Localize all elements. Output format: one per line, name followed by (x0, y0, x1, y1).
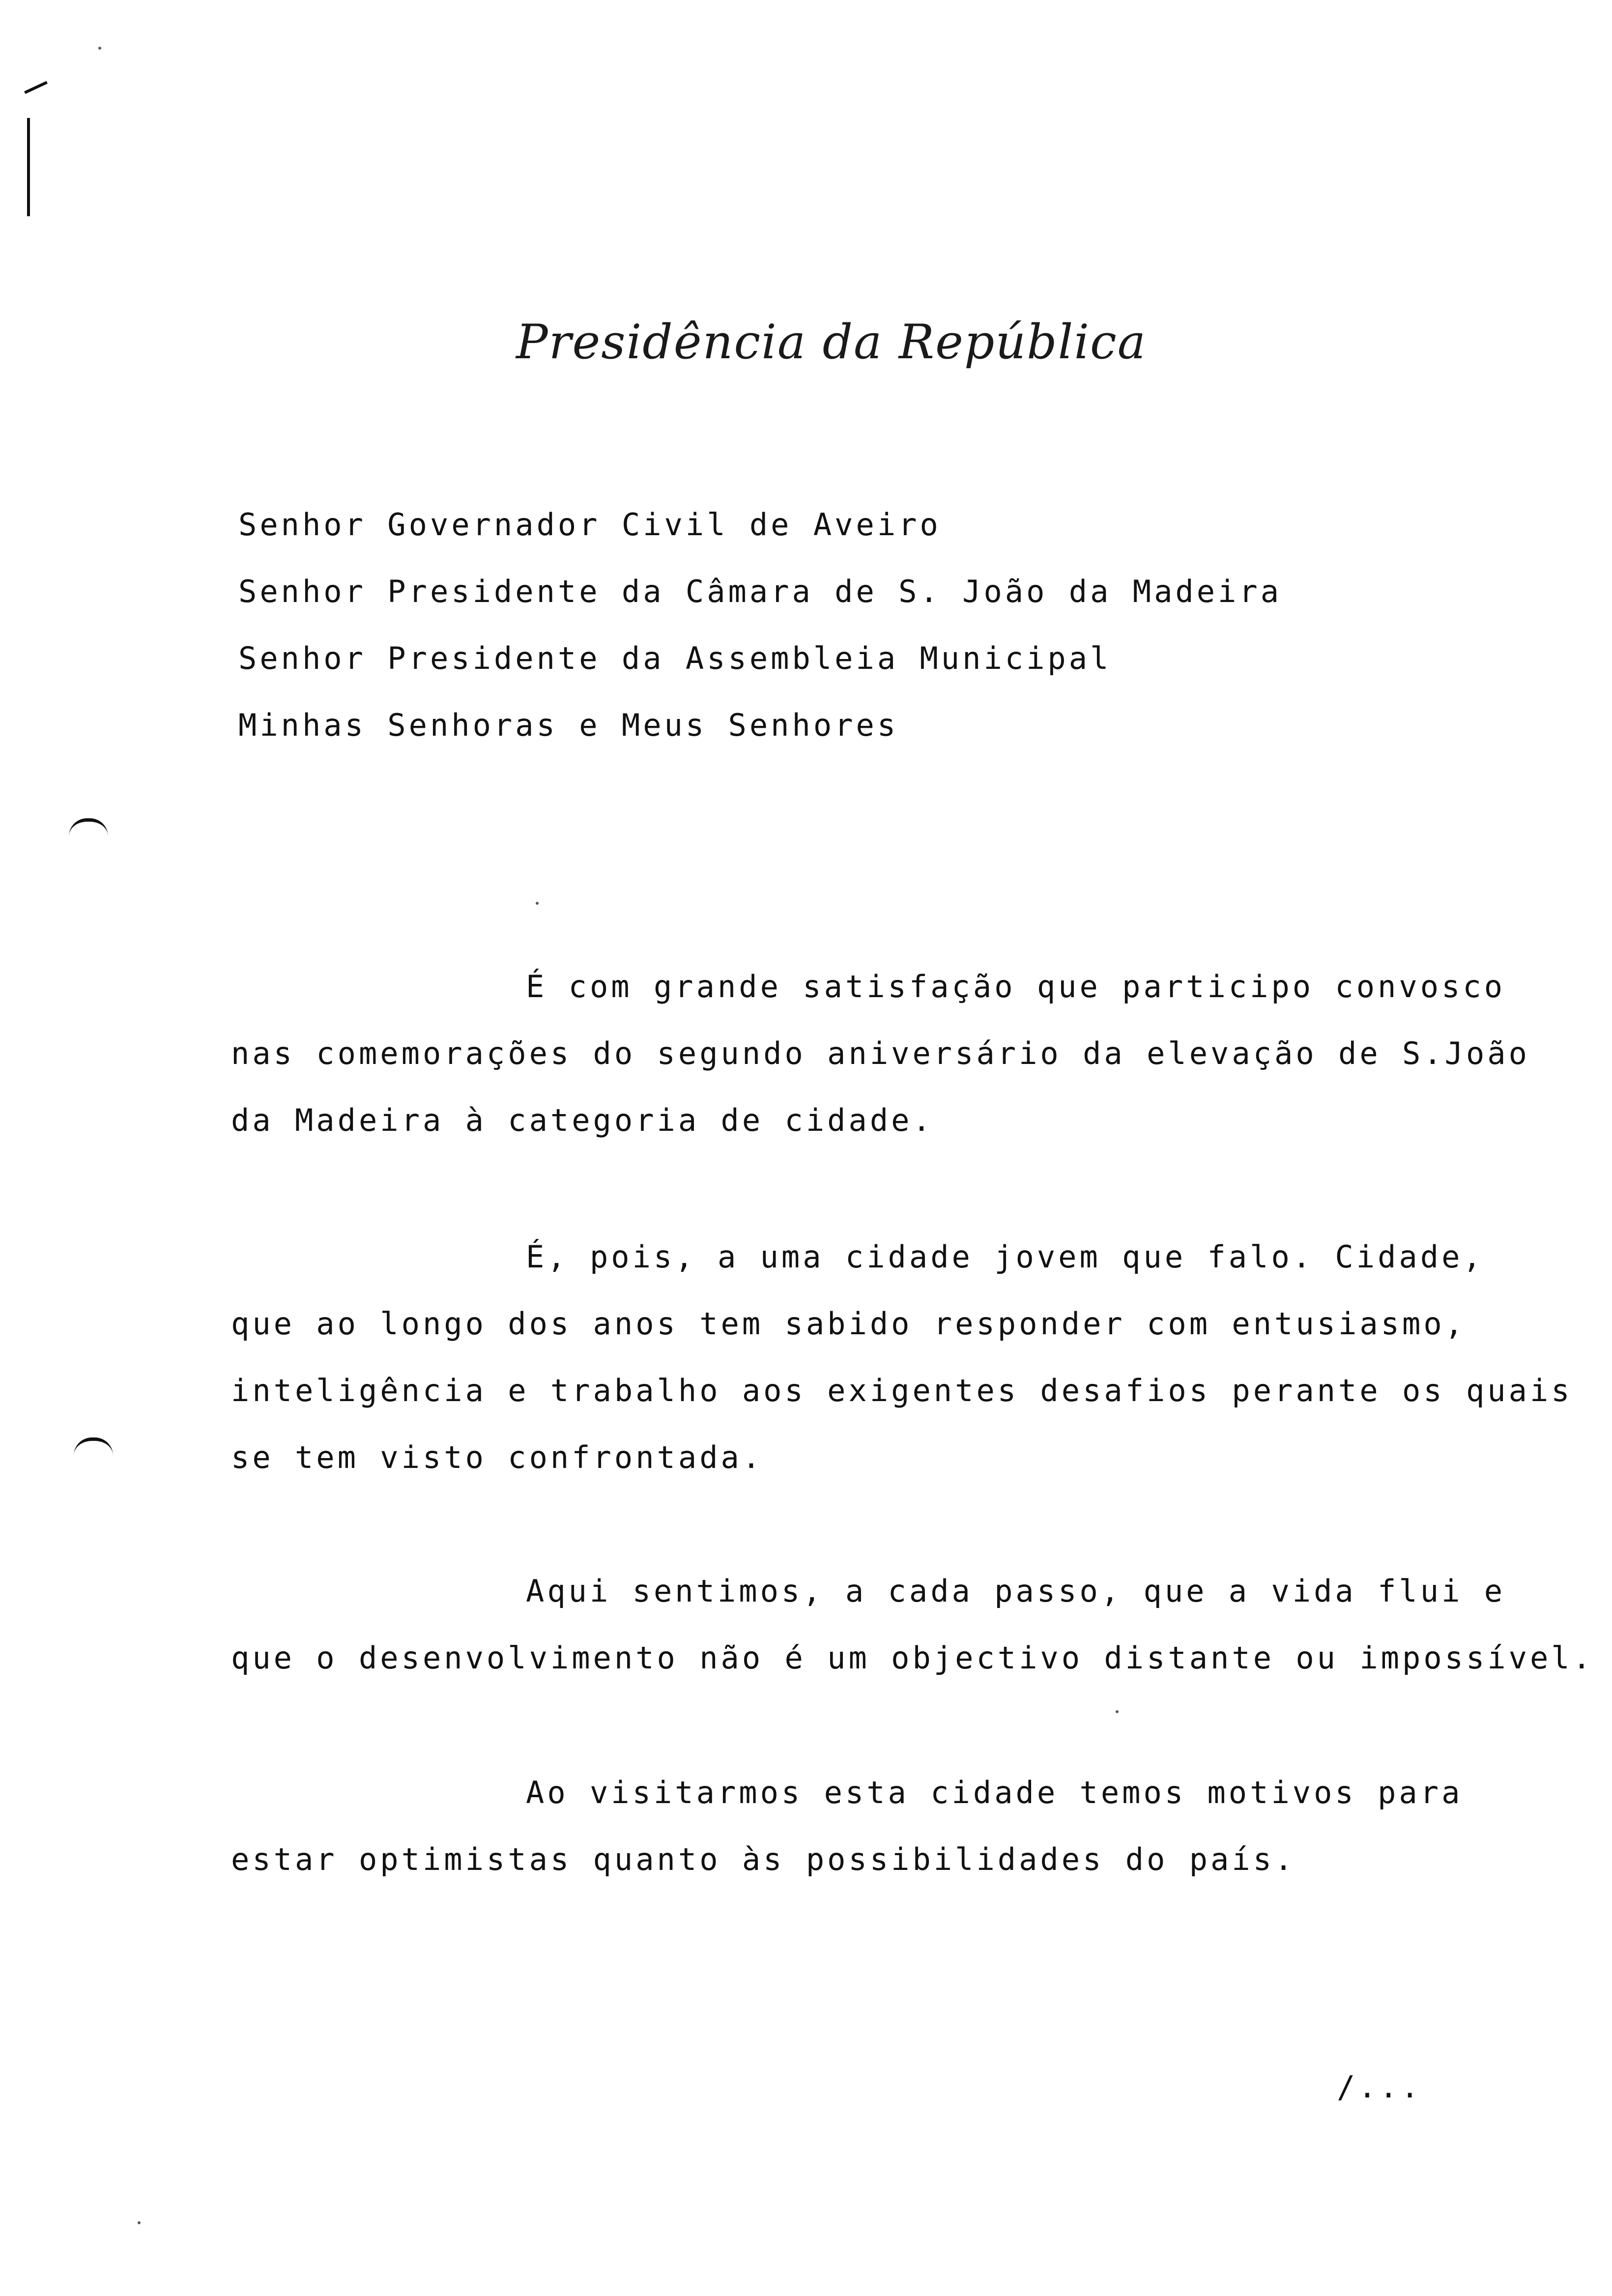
page-continuation-mark: /... (1337, 2069, 1422, 2105)
paragraph-line: que o desenvolvimento não é um objectivo distante ou impossível. (231, 1640, 1594, 1676)
paragraph-line: inteligência e trabalho aos exigentes desafios perante os quais (231, 1373, 1573, 1408)
paragraph (231, 953, 1530, 1154)
paragraph (231, 1759, 1463, 1893)
scan-speck (138, 2221, 141, 2224)
scan-speck (1116, 1710, 1119, 1713)
punch-hole-mark (74, 1437, 113, 1456)
salutation-block (238, 491, 1282, 759)
paragraph (231, 1558, 1594, 1692)
salutation-line: Senhor Presidente da Assembleia Municipal (238, 640, 1112, 676)
salutation-line: Senhor Presidente da Câmara de S. João da Madeira (238, 574, 1282, 609)
paragraph-line: da Madeira à categoria de cidade. (231, 1102, 934, 1138)
paragraph-line: nas comemorações do segundo aniversário da elevação de S.João (231, 1035, 1530, 1071)
salutation-line: Senhor Governador Civil de Aveiro (238, 507, 941, 543)
letterhead-title: Presidência da República (516, 315, 1147, 370)
binding-mark (27, 118, 30, 216)
paragraph-line: Ao visitarmos esta cidade temos motivos para (526, 1775, 1463, 1810)
paragraph-line: estar optimistas quanto às possibilidades do país. (231, 1841, 1296, 1877)
paragraph-line: que ao longo dos anos tem sabido responder com entusiasmo, (231, 1306, 1466, 1342)
paragraph (231, 1224, 1573, 1491)
paragraph-line: se tem visto confrontada. (231, 1439, 764, 1475)
paragraph-line: Aqui sentimos, a cada passo, que a vida flui e (526, 1573, 1506, 1609)
binding-tick (24, 81, 48, 94)
paragraph-line: É, pois, a uma cidade jovem que falo. Cidade, (526, 1239, 1484, 1275)
scan-speck (536, 902, 539, 905)
salutation-line: Minhas Senhoras e Meus Senhores (238, 707, 899, 743)
punch-hole-mark (69, 818, 108, 836)
paragraph-line: É com grande satisfação que participo convosco (526, 969, 1506, 1004)
scan-speck (98, 47, 101, 50)
